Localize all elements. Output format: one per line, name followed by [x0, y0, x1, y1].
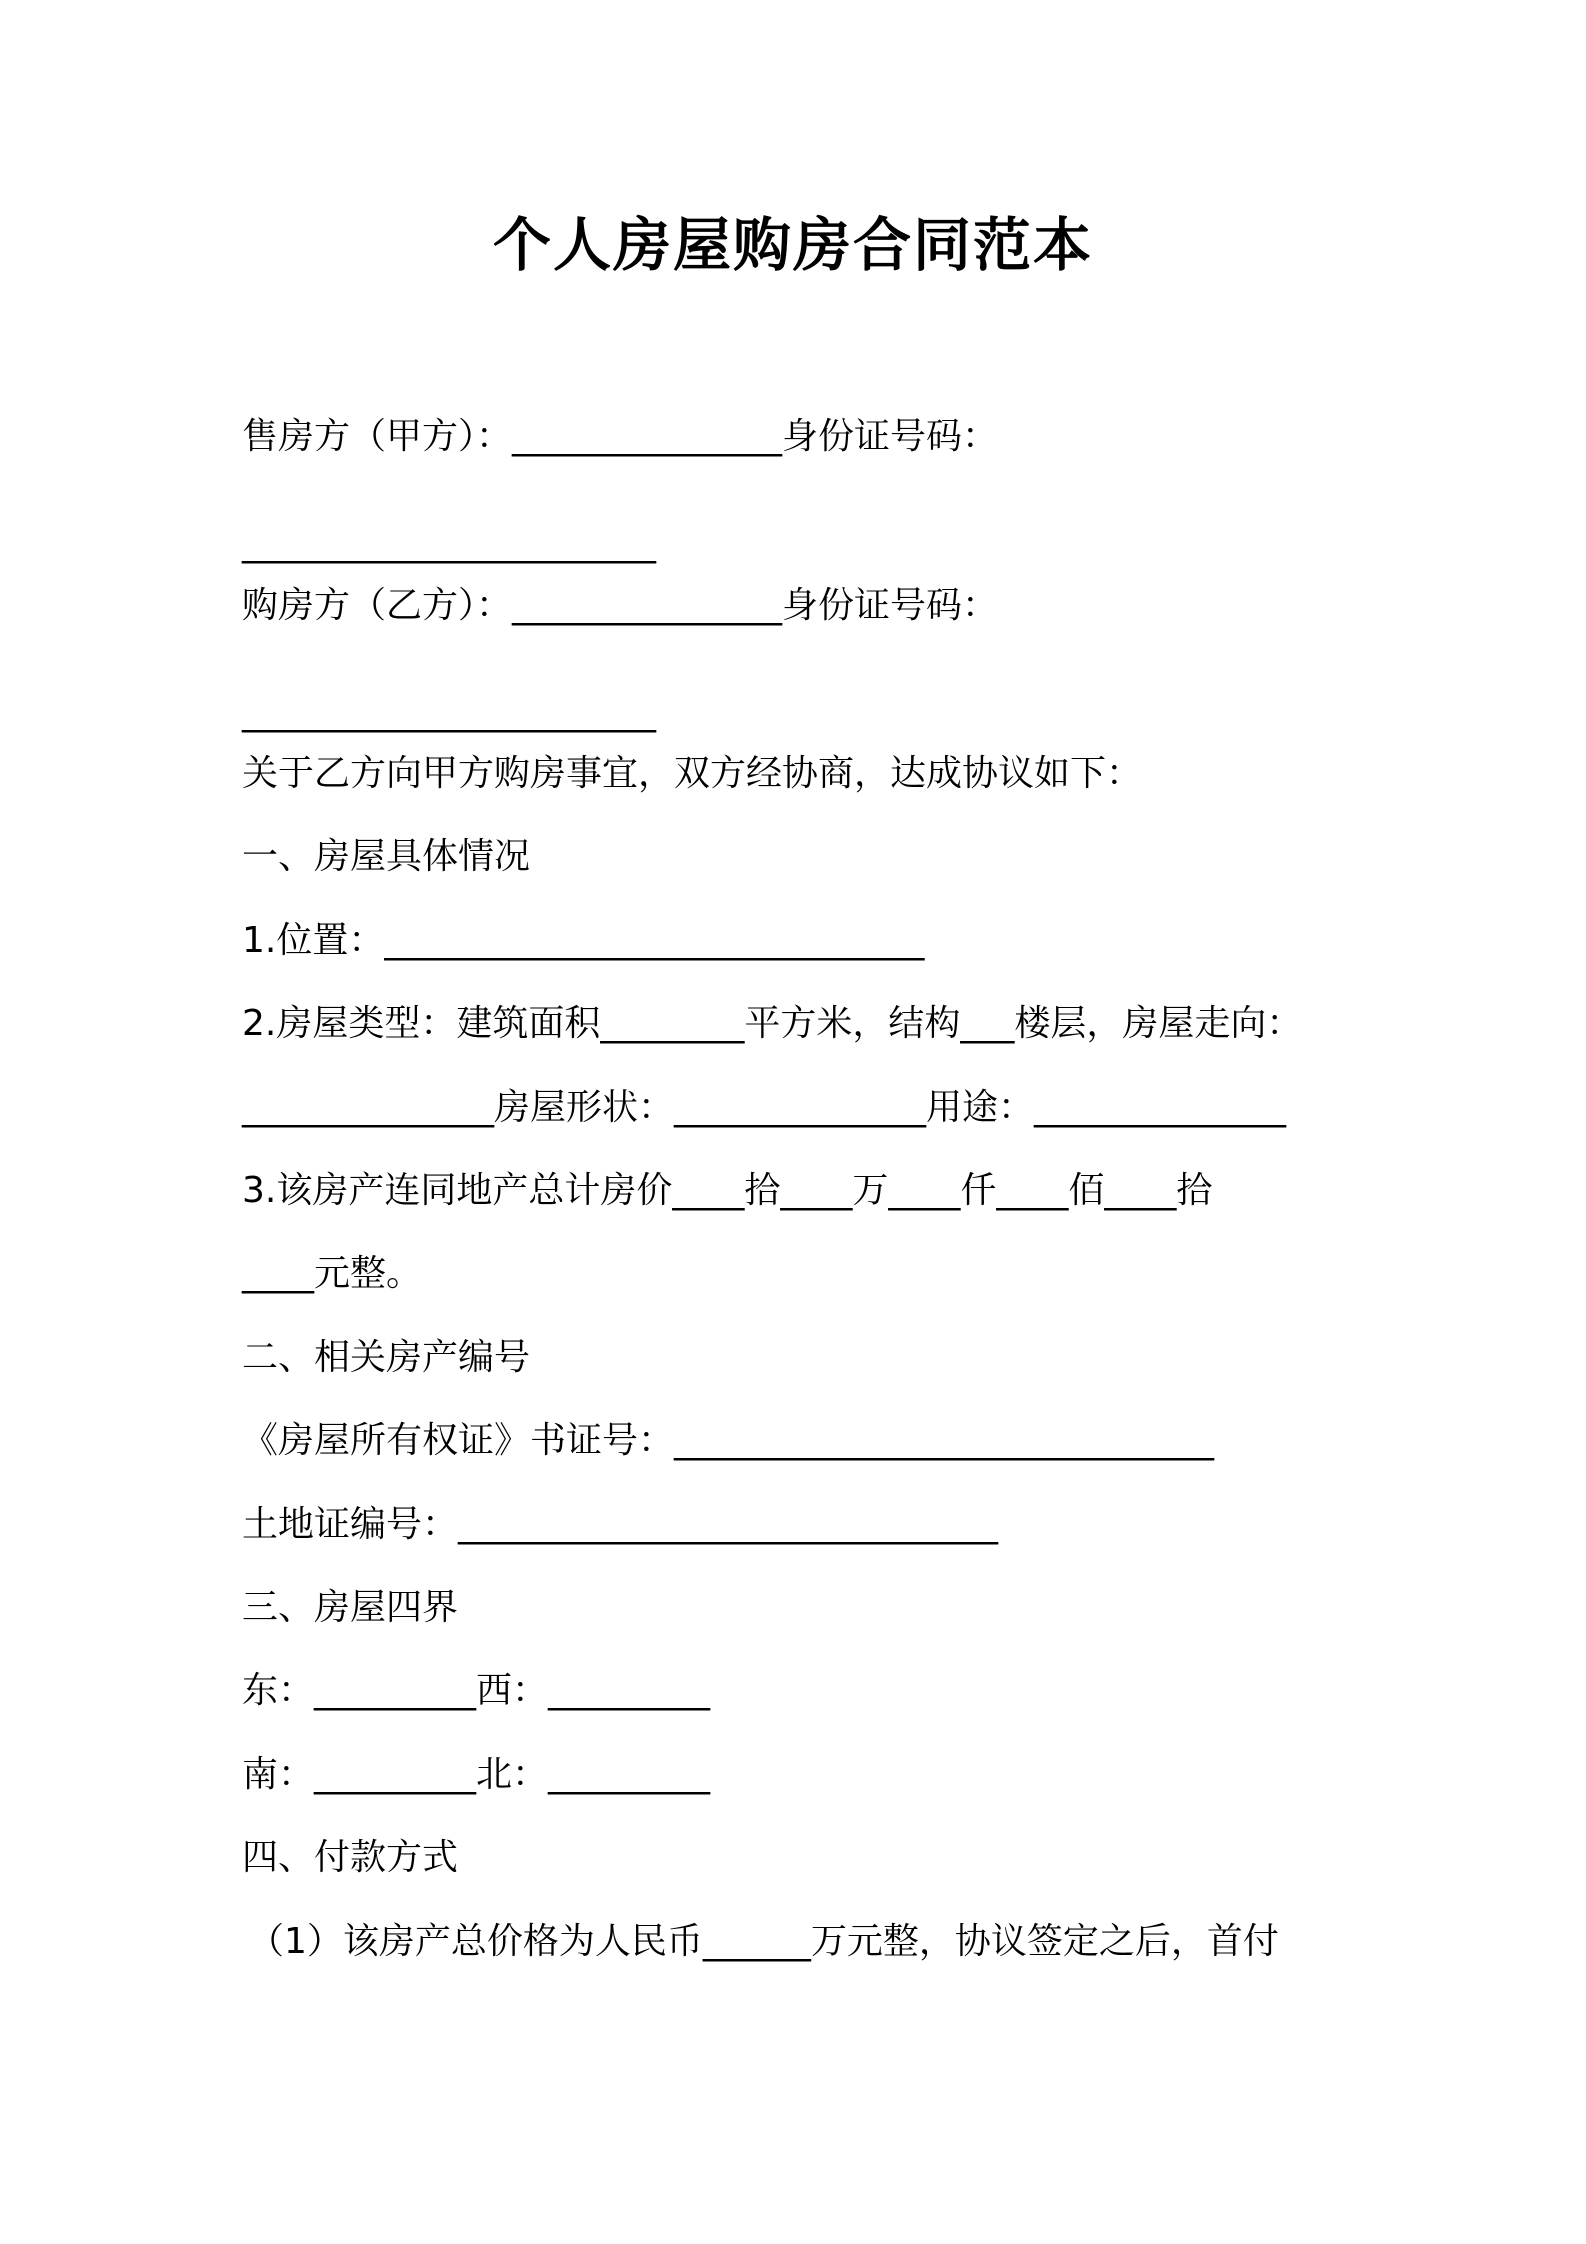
buyer-name-line: 购房方（乙方）：_______________身份证号码：: [242, 585, 999, 626]
house-shape-usage-line: ______________房屋形状：______________用途：______________: [242, 1087, 1287, 1128]
location-line: 1.位置：______________________________: [242, 920, 925, 961]
house-type-line: 2.房屋类型：建筑面积________平方米，结构___楼层，房屋走向：: [242, 1003, 1303, 1044]
seller-name-line: 售房方（甲方）：_______________身份证号码：: [242, 416, 999, 457]
total-price-yuan-line: ____元整。: [242, 1253, 423, 1294]
section-1-heading: 一、房屋具体情况: [242, 836, 531, 877]
section-3-heading: 三、房屋四界: [242, 1587, 459, 1628]
agreement-intro: 关于乙方向甲方购房事宜，双方经协商，达成协议如下：: [242, 753, 1143, 794]
section-2-heading: 二、相关房产编号: [242, 1337, 531, 1378]
land-certificate-line: 土地证编号：______________________________: [242, 1504, 999, 1545]
section-4-heading: 四、付款方式: [242, 1837, 459, 1878]
property-certificate-line: 《房屋所有权证》书证号：______________________________: [242, 1420, 1215, 1461]
south-north-boundary-line: 南：_________北：_________: [242, 1754, 711, 1795]
total-price-line: 3.该房产连同地产总计房价____拾____万____仟____佰____拾: [242, 1170, 1213, 1211]
east-west-boundary-line: 东：_________西：_________: [242, 1670, 711, 1711]
seller-id-number-line: _______________________: [242, 523, 656, 564]
page-title: 个人房屋购房合同范本: [492, 211, 1093, 279]
buyer-id-number-line: _______________________: [242, 692, 656, 733]
payment-clause-1: （1）该房产总价格为人民币______万元整，协议签定之后，首付: [248, 1921, 1279, 1962]
